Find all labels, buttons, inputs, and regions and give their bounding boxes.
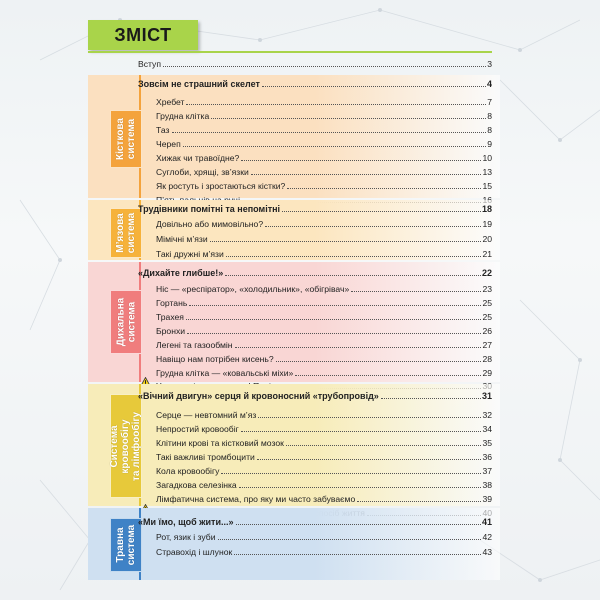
section-label-line: система xyxy=(126,118,137,160)
toc-row[interactable] xyxy=(156,350,492,364)
section-label-line: система xyxy=(126,301,137,343)
dot-leader xyxy=(241,159,481,161)
dot-leader xyxy=(187,332,481,334)
section-label-line: система xyxy=(126,524,137,566)
toc-row[interactable] xyxy=(156,336,492,350)
toc-row[interactable] xyxy=(156,163,492,177)
toc-entry-page: 25 xyxy=(482,312,492,322)
section-label-box xyxy=(110,208,142,258)
toc-entry-page: 34 xyxy=(482,424,492,434)
intro-entry[interactable] xyxy=(138,55,490,69)
section-label xyxy=(115,213,137,253)
toc-entry-page: 19 xyxy=(482,219,492,229)
dot-leader xyxy=(234,553,481,555)
toc-entry-page: 42 xyxy=(482,532,492,542)
section-label xyxy=(115,525,137,565)
dot-leader xyxy=(258,416,481,418)
dot-leader xyxy=(351,290,481,292)
dot-leader xyxy=(235,346,482,348)
toc-row[interactable] xyxy=(156,294,492,308)
toc-entry-page: 18 xyxy=(481,204,492,214)
toc-entry-label: Суглоби, хрящі, зв’язки xyxy=(156,167,249,177)
toc-entry-page: 26 xyxy=(482,326,492,336)
dot-leader xyxy=(225,274,481,276)
dot-leader xyxy=(282,210,481,212)
toc-entry-page: 4 xyxy=(486,79,492,89)
section-label-line: Система xyxy=(109,424,121,468)
contents-title: ЗМІСТ xyxy=(114,24,172,45)
toc-entry-label: Таз xyxy=(156,125,170,135)
toc-entry-page: 36 xyxy=(482,452,492,462)
section-label xyxy=(115,118,137,160)
toc-section-heading[interactable] xyxy=(138,200,492,214)
toc-section-heading[interactable] xyxy=(138,387,492,401)
toc-entry-label: Бронхи xyxy=(156,326,186,336)
contents-title-tab xyxy=(88,20,198,50)
toc-row[interactable] xyxy=(156,406,492,420)
toc-entry-label: Такі важливі тромбоцити xyxy=(156,452,255,462)
toc-row[interactable] xyxy=(156,434,492,448)
toc-entry-page: 35 xyxy=(482,438,492,448)
toc-entry-page: 9 xyxy=(487,139,492,149)
toc-entry-page: 31 xyxy=(481,391,492,401)
dot-leader xyxy=(381,397,481,399)
section-label xyxy=(110,411,143,480)
toc-entry-label: Непростий кровообіг xyxy=(156,424,239,434)
toc-entry-page: 10 xyxy=(482,153,492,163)
dot-leader xyxy=(265,225,481,227)
toc-entry-page: 38 xyxy=(482,480,492,490)
toc-entry-label: Серце — невтомний м’яз xyxy=(156,410,257,420)
toc-entry-label: «Дихайте глибше!» xyxy=(138,268,224,278)
toc-entry-label: Зовсім не страшний скелет xyxy=(138,79,260,89)
toc-entry-label: Загадкова селезінка xyxy=(156,480,237,490)
toc-row[interactable] xyxy=(156,280,492,294)
toc-row[interactable] xyxy=(156,135,492,149)
dot-leader xyxy=(276,360,482,362)
dot-leader xyxy=(226,255,482,257)
toc-entry-label: Трахея xyxy=(156,312,184,322)
toc-row[interactable] xyxy=(156,364,492,378)
toc-entry-label: Стравохід і шлунок xyxy=(156,547,233,557)
toc-entry-page: 27 xyxy=(482,340,492,350)
toc-row[interactable] xyxy=(156,448,492,462)
dot-leader xyxy=(251,173,482,175)
toc-entry-label: Вступ xyxy=(138,59,162,69)
toc-entry-label: Рот, язик і зуби xyxy=(156,532,216,542)
toc-entry-label: «Вічний двигун» серця й кровоносний «трубопровід» xyxy=(138,391,379,401)
toc-entry-page: 20 xyxy=(482,234,492,244)
section-label xyxy=(115,298,137,347)
toc-entry-page: 13 xyxy=(482,167,492,177)
toc-entry-label: Грудна клітка — «ковальські міхи» xyxy=(156,368,294,378)
toc-entry-page: 21 xyxy=(482,249,492,259)
toc-entry-page: 25 xyxy=(482,298,492,308)
toc-entry-label: Череп xyxy=(156,139,181,149)
toc-row[interactable] xyxy=(156,420,492,434)
toc-entry-page: 29 xyxy=(482,368,492,378)
section-label-box xyxy=(110,110,142,168)
dot-leader xyxy=(241,430,482,432)
toc-entry-page: 8 xyxy=(487,111,492,121)
section-label-line: М’язова xyxy=(115,213,126,253)
toc-row[interactable] xyxy=(156,476,492,490)
toc-entry-label: Довільно або мимовільно? xyxy=(156,219,264,229)
toc-row[interactable] xyxy=(156,121,492,135)
toc-entry-label: Кола кровообігу xyxy=(156,466,220,476)
toc-entry-label: Ніс — «респіратор», «холодильник», «обігрівач» xyxy=(156,284,350,294)
dot-leader xyxy=(183,145,486,147)
toc-entry-label: Клітини крові та кістковий мозок xyxy=(156,438,284,448)
toc-entry-label: «Ми їмо, щоб жити...» xyxy=(138,517,234,527)
toc-row[interactable] xyxy=(156,490,492,504)
toc-row[interactable] xyxy=(138,55,492,69)
toc-entry-page: 3 xyxy=(487,59,492,69)
toc-entry-page: 41 xyxy=(481,517,492,527)
dot-leader xyxy=(218,538,482,540)
dot-leader xyxy=(221,472,481,474)
toc-row[interactable] xyxy=(156,149,492,163)
dot-leader xyxy=(163,65,486,67)
toc-entry-label: Мімічні м’язи xyxy=(156,234,208,244)
section-label-line: Травна xyxy=(115,527,126,563)
title-underline xyxy=(88,51,492,53)
dot-leader xyxy=(186,103,486,105)
section-label-line: Кісткова xyxy=(115,118,126,160)
dot-leader xyxy=(295,374,481,376)
section-label-box xyxy=(110,290,142,354)
section-label-line: та лімфообігу xyxy=(131,411,143,481)
toc-entry-label: Такі дружні м’язи xyxy=(156,249,224,259)
toc-section-heading[interactable] xyxy=(138,264,492,278)
section-label-line: Дихальна xyxy=(115,297,126,347)
dot-leader xyxy=(189,304,481,306)
section-label-line: кровообігу xyxy=(120,418,132,474)
dot-leader xyxy=(186,318,481,320)
toc-row[interactable] xyxy=(156,230,492,244)
toc-entry-label: Хижак чи травоїдне? xyxy=(156,153,240,163)
toc-entry-page: 22 xyxy=(481,268,492,278)
dot-leader xyxy=(172,131,487,133)
toc-entry-label: Легені та газообмін xyxy=(156,340,233,350)
toc-entry-label: Як ростуть і зростаються кістки? xyxy=(156,181,286,191)
toc-entry-page: 43 xyxy=(482,547,492,557)
toc-entry-page: 23 xyxy=(482,284,492,294)
toc-entry-page: 32 xyxy=(482,410,492,420)
toc-row[interactable] xyxy=(156,322,492,336)
toc-entry-page: 15 xyxy=(482,181,492,191)
toc-row[interactable] xyxy=(156,528,492,542)
toc-entry-label: Лімфатична система, про яку ми часто забуваємо xyxy=(156,494,356,504)
section-label-box xyxy=(110,394,142,498)
section-label-line: система xyxy=(126,212,137,254)
toc-entry-label: Хребет xyxy=(156,97,185,107)
toc-row[interactable] xyxy=(156,215,492,229)
toc-section-heading[interactable] xyxy=(138,75,492,89)
dot-leader xyxy=(211,117,486,119)
toc-row[interactable] xyxy=(156,93,492,107)
toc-entry-label: Трудівники помітні та непомітні xyxy=(138,204,281,214)
dot-leader xyxy=(210,240,482,242)
toc-entry-label: Гортань xyxy=(156,298,188,308)
toc-entry-page: 39 xyxy=(482,494,492,504)
dot-leader xyxy=(357,500,481,502)
toc-row[interactable] xyxy=(156,245,492,259)
toc-row[interactable] xyxy=(156,543,492,557)
dot-leader xyxy=(287,187,481,189)
toc-entry-label: Грудна клітка xyxy=(156,111,210,121)
toc-entry-page: 7 xyxy=(487,97,492,107)
toc-entry-page: 8 xyxy=(487,125,492,135)
toc-row[interactable] xyxy=(156,177,492,191)
toc-row[interactable] xyxy=(156,107,492,121)
toc-section-heading[interactable] xyxy=(138,513,492,527)
dot-leader xyxy=(286,444,482,446)
dot-leader xyxy=(239,486,482,488)
toc-entry-page: 37 xyxy=(482,466,492,476)
dot-leader xyxy=(257,458,482,460)
dot-leader xyxy=(262,85,486,87)
dot-leader xyxy=(236,523,481,525)
toc-row[interactable] xyxy=(156,462,492,476)
toc-entry-label: Навіщо нам потрібен кисень? xyxy=(156,354,274,364)
toc-entry-page: 28 xyxy=(482,354,492,364)
toc-row[interactable] xyxy=(156,308,492,322)
